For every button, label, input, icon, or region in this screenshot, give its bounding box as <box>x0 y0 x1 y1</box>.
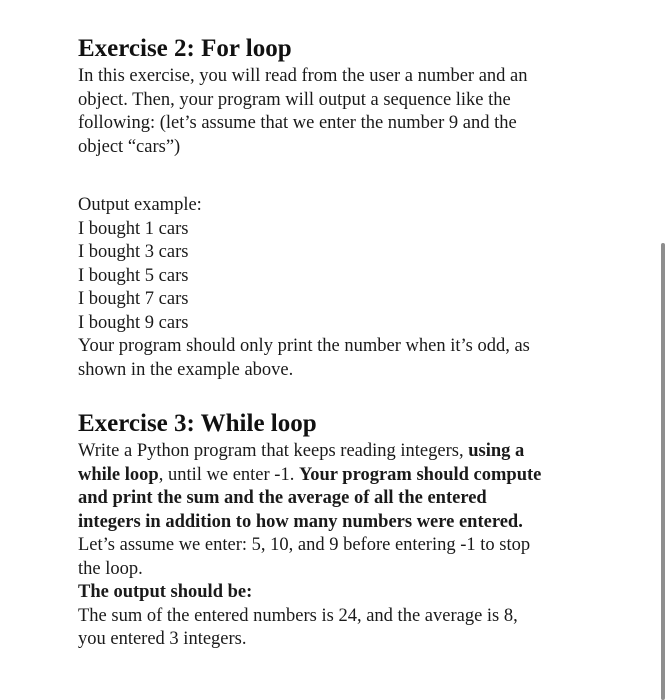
exercise3-bold-text: using a <box>468 441 525 461</box>
exercise3-output-heading <box>78 581 618 605</box>
output-example-label: Output example: <box>78 195 202 215</box>
exercise2-intro-line: following: (let’s assume that we enter the number 9 and the <box>78 113 517 133</box>
exercise2-output-example <box>78 194 618 382</box>
exercise2-title: Exercise 2: For loop <box>78 35 292 62</box>
exercise3-bold-text: and print the sum and the average of all the entered <box>78 488 487 508</box>
exercise2-intro-line: object “cars”) <box>78 136 181 157</box>
output-example-line: I bought 7 cars <box>78 289 189 309</box>
exercise3-output-line: The sum of the entered numbers is 24, and the average is 8, <box>78 605 518 626</box>
exercise2-intro <box>78 65 618 159</box>
exercise3-output-line: you entered 3 integers. <box>78 629 247 649</box>
exercise3-bold-text: while loop <box>78 464 159 485</box>
exercise3-text: , until we enter -1. <box>158 464 299 485</box>
exercise3-bold-text: Your program should compute <box>298 464 542 485</box>
exercise2-note-line: shown in the example above. <box>78 359 294 380</box>
exercise3-line <box>78 511 618 535</box>
exercise3-line <box>78 464 618 488</box>
exercise3-line: Let’s assume we enter: 5, 10, and 9 before entering -1 to stop <box>78 535 531 555</box>
vertical-scrollbar[interactable] <box>661 243 665 700</box>
output-example-line: I bought 1 cars <box>78 218 189 239</box>
exercise3-bold-text: The output should be: <box>78 582 253 602</box>
exercise3-text: Write a Python program that keeps reading integers, <box>78 441 469 461</box>
document-content <box>78 33 618 652</box>
output-example-line: I bought 5 cars <box>78 265 189 286</box>
output-example-line: I bought 3 cars <box>78 242 189 262</box>
output-example-line: I bought 9 cars <box>78 312 189 333</box>
exercise2-intro-line: object. Then, your program will output a sequence like the <box>78 89 511 110</box>
exercise3-line <box>78 440 618 464</box>
spacer <box>78 159 618 194</box>
exercise2-intro-line: In this exercise, you will read from the user a number and an <box>78 66 528 86</box>
spacer <box>78 382 618 408</box>
exercise3-line <box>78 487 618 511</box>
exercise3-bold-text: integers in addition to how many numbers were entered. <box>78 511 523 532</box>
exercise3-title: Exercise 3: While loop <box>78 410 317 437</box>
exercise3-body <box>78 440 618 652</box>
exercise3-line: the loop. <box>78 558 143 579</box>
exercise2-note-line: Your program should only print the number when it’s odd, as <box>78 336 530 356</box>
